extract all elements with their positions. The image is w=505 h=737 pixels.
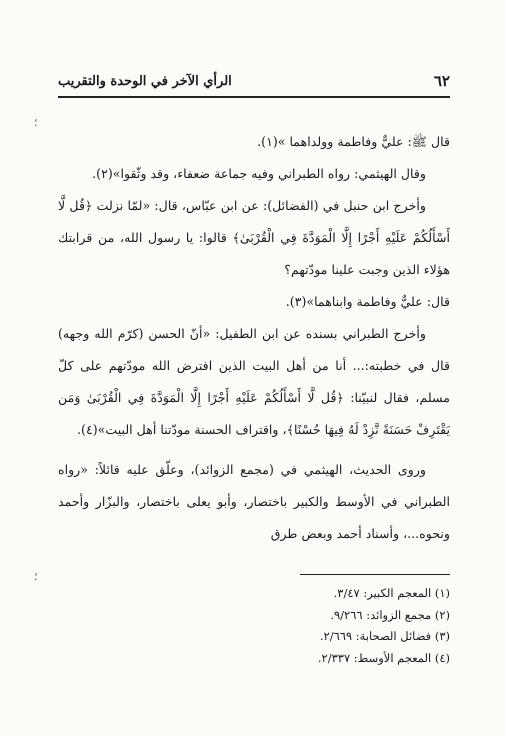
paragraph: وقال الهيثمي: رواه الطبراني وفيه جماعة ضعفاء، وقد وثّقوا»(٢). — [92, 166, 426, 181]
footnote-separator — [300, 574, 450, 575]
footnote: (٣) فضائل الصحابة: ٢/٦٦٩. — [319, 629, 450, 643]
main-text — [58, 126, 450, 550]
page-number: ٦٢ — [433, 72, 450, 90]
running-title: الرأي الآخر في الوحدة والتقريب — [58, 73, 232, 89]
paragraph: قال: عليٌّ وفاطمة وابناهما»(٣). — [285, 294, 450, 309]
footnote: (٢) مجمع الزوائد: ٩/٢٦٦. — [330, 607, 450, 622]
paragraph: قال ﷺ: عليٌّ وفاطمة وولداهما »(١). — [257, 134, 450, 149]
paragraph: وأخرج ابن حنبل في (الفضائل): عن ابن عبّاس، قال: «لمّا نزلت ﴿قُل لَّا أَسْأَلُكُمْ عَلَيْهِ أَجْرًا إِلَّا الْمَوَدَّةَ فِي الْقُرْبَىٰ﴾ قالوا: يا رسول الله، من قرابتك هؤلاء الذين وجبت علينا مودّتهم؟ — [58, 198, 450, 277]
running-header — [58, 72, 450, 98]
book-page — [58, 72, 450, 669]
margin-mark: ؛ — [34, 570, 38, 583]
paragraph: وروى الحديث، الهيثمي في (مجمع الزوائد)، وعلّق عليه قائلاً: «رواه الطبراني في الأوسط والكبير باختصار، وأبو يعلى باختصار، والبزّار وأحمد ونحوه...، وأسناد أحمد وبعض طرق — [58, 462, 450, 541]
footnotes — [58, 583, 450, 669]
margin-mark: ؛ — [34, 116, 38, 129]
paragraph: وأخرج الطبراني بسنده عن ابن الطفيل: «أنّ الحسن (كرّم الله وجهه) قال في خطبته:... أنا من أهل البيت الذين افترض الله مودّتهم على كلّ مسلم، فقال لنبيّنا: ﴿قُل لَّا أَسْأَلُكُمْ عَلَيْهِ أَجْرًا إِلَّا الْمَوَدَّةَ فِي الْقُرْبَىٰ وَمَن يَقْتَرِفْ حَسَنَةً نَّزِدْ لَهُ فِيهَا حُسْنًا﴾، واقتراف الحسنة مودّتنا أهل البيت»(٤). — [58, 326, 450, 437]
footnote: (١) المعجم الكبير: ٣/٤٧. — [333, 586, 450, 600]
footnote: (٤) المعجم الأوسط: ٢/٣٣٧. — [317, 650, 450, 665]
